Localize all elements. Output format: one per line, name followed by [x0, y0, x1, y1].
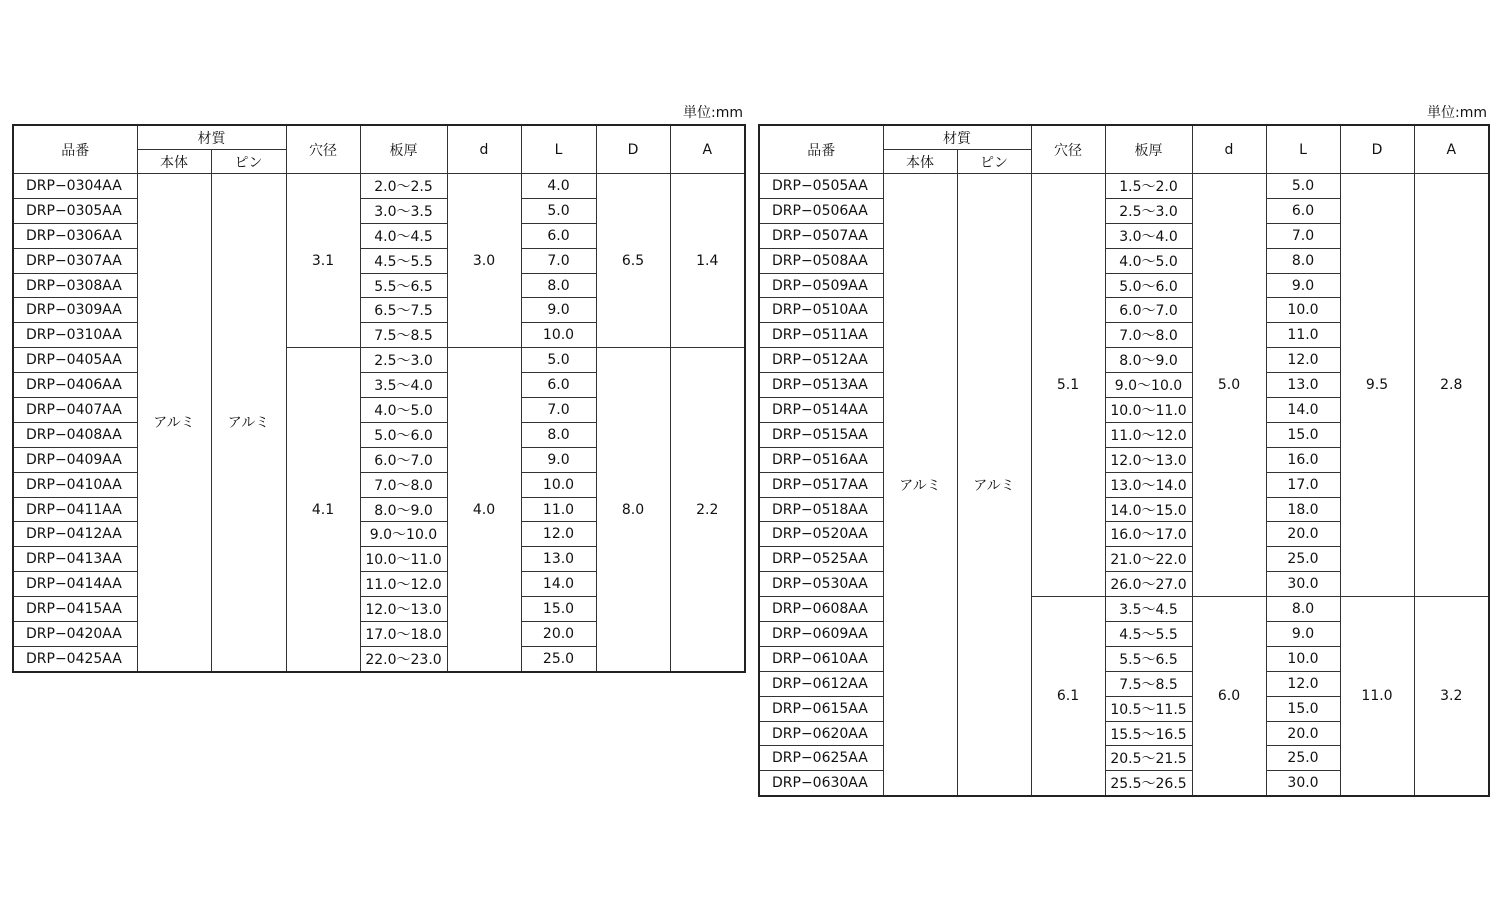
plate-thickness-cell: 3.0〜3.5 — [360, 198, 447, 223]
plate-thickness-cell: 25.5〜26.5 — [1105, 771, 1192, 796]
part-number-cell: DRP−0309AA — [13, 298, 137, 323]
l-cell: 15.0 — [1266, 696, 1340, 721]
l-cell: 15.0 — [521, 597, 596, 622]
header-body: 本体 — [137, 150, 211, 174]
plate-thickness-cell: 16.0〜17.0 — [1105, 522, 1192, 547]
plate-thickness-cell: 12.0〜13.0 — [1105, 447, 1192, 472]
l-cell: 14.0 — [1266, 398, 1340, 423]
spec-table-right-block — [758, 103, 1488, 797]
l-cell: 5.0 — [521, 348, 596, 373]
part-number-cell: DRP−0517AA — [759, 472, 883, 497]
d-cell: 6.0 — [1192, 597, 1266, 797]
hole-diameter-cell: 3.1 — [286, 174, 360, 348]
part-number-cell: DRP−0412AA — [13, 522, 137, 547]
part-number-cell: DRP−0508AA — [759, 248, 883, 273]
plate-thickness-cell: 7.0〜8.0 — [360, 472, 447, 497]
pin-material-cell: アルミ — [211, 174, 286, 672]
part-number-cell: DRP−0510AA — [759, 298, 883, 323]
plate-thickness-cell: 6.5〜7.5 — [360, 298, 447, 323]
part-number-cell: DRP−0609AA — [759, 622, 883, 647]
plate-thickness-cell: 2.0〜2.5 — [360, 174, 447, 199]
part-number-cell: DRP−0407AA — [13, 398, 137, 423]
l-cell: 11.0 — [1266, 323, 1340, 348]
l-cell: 7.0 — [521, 398, 596, 423]
part-number-cell: DRP−0620AA — [759, 721, 883, 746]
l-cell: 30.0 — [1266, 771, 1340, 796]
plate-thickness-cell: 3.0〜4.0 — [1105, 223, 1192, 248]
part-number-cell: DRP−0410AA — [13, 472, 137, 497]
a-cell: 2.8 — [1414, 174, 1489, 597]
l-cell: 6.0 — [521, 223, 596, 248]
plate-thickness-cell: 2.5〜3.0 — [1105, 198, 1192, 223]
l-cell: 14.0 — [521, 572, 596, 597]
hole-diameter-cell: 6.1 — [1031, 597, 1105, 797]
l-cell: 10.0 — [1266, 298, 1340, 323]
part-number-cell: DRP−0415AA — [13, 597, 137, 622]
plate-thickness-cell: 26.0〜27.0 — [1105, 572, 1192, 597]
part-number-cell: DRP−0308AA — [13, 273, 137, 298]
part-number-cell: DRP−0408AA — [13, 422, 137, 447]
l-cell: 13.0 — [1266, 373, 1340, 398]
part-number-cell: DRP−0506AA — [759, 198, 883, 223]
header-body: 本体 — [883, 150, 957, 174]
plate-thickness-cell: 5.0〜6.0 — [1105, 273, 1192, 298]
plate-thickness-cell: 8.0〜9.0 — [360, 497, 447, 522]
part-number-cell: DRP−0514AA — [759, 398, 883, 423]
header-hole-diameter: 穴径 — [1031, 125, 1105, 174]
l-cell: 11.0 — [521, 497, 596, 522]
spec-table-right — [758, 124, 1490, 797]
l-cell: 6.0 — [1266, 198, 1340, 223]
D-cell: 11.0 — [1340, 597, 1414, 797]
body-material-cell: アルミ — [137, 174, 211, 672]
part-number-cell: DRP−0615AA — [759, 696, 883, 721]
l-cell: 5.0 — [521, 198, 596, 223]
header-a: A — [1414, 125, 1489, 174]
header-d: d — [1192, 125, 1266, 174]
plate-thickness-cell: 13.0〜14.0 — [1105, 472, 1192, 497]
d-cell: 3.0 — [447, 174, 521, 348]
header-d: d — [447, 125, 521, 174]
l-cell: 12.0 — [1266, 348, 1340, 373]
plate-thickness-cell: 8.0〜9.0 — [1105, 348, 1192, 373]
l-cell: 16.0 — [1266, 447, 1340, 472]
header-part-no: 品番 — [13, 125, 137, 174]
header-hole-diameter: 穴径 — [286, 125, 360, 174]
plate-thickness-cell: 4.5〜5.5 — [1105, 622, 1192, 647]
header-l: L — [521, 125, 596, 174]
l-cell: 7.0 — [1266, 223, 1340, 248]
l-cell: 17.0 — [1266, 472, 1340, 497]
spec-table-left-block — [12, 103, 744, 673]
part-number-cell: DRP−0513AA — [759, 373, 883, 398]
l-cell: 7.0 — [521, 248, 596, 273]
plate-thickness-cell: 10.0〜11.0 — [1105, 398, 1192, 423]
a-cell: 2.2 — [670, 348, 745, 672]
part-number-cell: DRP−0305AA — [13, 198, 137, 223]
l-cell: 9.0 — [521, 447, 596, 472]
table-row — [13, 174, 745, 199]
part-number-cell: DRP−0610AA — [759, 646, 883, 671]
l-cell: 8.0 — [521, 273, 596, 298]
D-cell: 9.5 — [1340, 174, 1414, 597]
part-number-cell: DRP−0413AA — [13, 547, 137, 572]
l-cell: 5.0 — [1266, 174, 1340, 199]
l-cell: 18.0 — [1266, 497, 1340, 522]
d-cell: 4.0 — [447, 348, 521, 672]
hole-diameter-cell: 4.1 — [286, 348, 360, 672]
plate-thickness-cell: 22.0〜23.0 — [360, 646, 447, 671]
header-l: L — [1266, 125, 1340, 174]
header-material: 材質 — [883, 125, 1031, 150]
plate-thickness-cell: 5.0〜6.0 — [360, 422, 447, 447]
l-cell: 8.0 — [521, 422, 596, 447]
plate-thickness-cell: 12.0〜13.0 — [360, 597, 447, 622]
header-D: D — [1340, 125, 1414, 174]
spec-table-body — [13, 174, 745, 672]
part-number-cell: DRP−0411AA — [13, 497, 137, 522]
a-cell: 1.4 — [670, 174, 745, 348]
part-number-cell: DRP−0420AA — [13, 622, 137, 647]
plate-thickness-cell: 2.5〜3.0 — [360, 348, 447, 373]
l-cell: 12.0 — [1266, 671, 1340, 696]
a-cell: 3.2 — [1414, 597, 1489, 797]
unit-label: 単位:mm — [683, 105, 743, 121]
l-cell: 20.0 — [521, 622, 596, 647]
part-number-cell: DRP−0516AA — [759, 447, 883, 472]
header-plate-thickness: 板厚 — [360, 125, 447, 174]
header-material: 材質 — [137, 125, 286, 150]
l-cell: 30.0 — [1266, 572, 1340, 597]
part-number-cell: DRP−0525AA — [759, 547, 883, 572]
plate-thickness-cell: 3.5〜4.0 — [360, 373, 447, 398]
plate-thickness-cell: 9.0〜10.0 — [360, 522, 447, 547]
part-number-cell: DRP−0625AA — [759, 746, 883, 771]
plate-thickness-cell: 4.5〜5.5 — [360, 248, 447, 273]
D-cell: 6.5 — [596, 174, 670, 348]
plate-thickness-cell: 4.0〜5.0 — [1105, 248, 1192, 273]
part-number-cell: DRP−0307AA — [13, 248, 137, 273]
table-row — [13, 348, 745, 373]
l-cell: 9.0 — [521, 298, 596, 323]
l-cell: 25.0 — [521, 646, 596, 671]
plate-thickness-cell: 17.0〜18.0 — [360, 622, 447, 647]
spec-table-left — [12, 124, 746, 673]
plate-thickness-cell: 3.5〜4.5 — [1105, 597, 1192, 622]
plate-thickness-cell: 15.5〜16.5 — [1105, 721, 1192, 746]
plate-thickness-cell: 7.0〜8.0 — [1105, 323, 1192, 348]
l-cell: 10.0 — [1266, 646, 1340, 671]
l-cell: 10.0 — [521, 323, 596, 348]
part-number-cell: DRP−0509AA — [759, 273, 883, 298]
part-number-cell: DRP−0518AA — [759, 497, 883, 522]
plate-thickness-cell: 4.0〜5.0 — [360, 398, 447, 423]
part-number-cell: DRP−0630AA — [759, 771, 883, 796]
plate-thickness-cell: 5.5〜6.5 — [360, 273, 447, 298]
part-number-cell: DRP−0612AA — [759, 671, 883, 696]
header-part-no: 品番 — [759, 125, 883, 174]
plate-thickness-cell: 7.5〜8.5 — [360, 323, 447, 348]
l-cell: 13.0 — [521, 547, 596, 572]
plate-thickness-cell: 20.5〜21.5 — [1105, 746, 1192, 771]
part-number-cell: DRP−0304AA — [13, 174, 137, 199]
part-number-cell: DRP−0511AA — [759, 323, 883, 348]
part-number-cell: DRP−0425AA — [13, 646, 137, 671]
plate-thickness-cell: 10.5〜11.5 — [1105, 696, 1192, 721]
part-number-cell: DRP−0310AA — [13, 323, 137, 348]
plate-thickness-cell: 11.0〜12.0 — [360, 572, 447, 597]
part-number-cell: DRP−0405AA — [13, 348, 137, 373]
part-number-cell: DRP−0414AA — [13, 572, 137, 597]
l-cell: 12.0 — [521, 522, 596, 547]
header-pin: ピン — [957, 150, 1031, 174]
plate-thickness-cell: 10.0〜11.0 — [360, 547, 447, 572]
part-number-cell: DRP−0515AA — [759, 422, 883, 447]
l-cell: 8.0 — [1266, 597, 1340, 622]
l-cell: 10.0 — [521, 472, 596, 497]
l-cell: 20.0 — [1266, 721, 1340, 746]
spec-table-body — [759, 174, 1489, 797]
part-number-cell: DRP−0306AA — [13, 223, 137, 248]
l-cell: 15.0 — [1266, 422, 1340, 447]
part-number-cell: DRP−0608AA — [759, 597, 883, 622]
l-cell: 4.0 — [521, 174, 596, 199]
header-D: D — [596, 125, 670, 174]
l-cell: 9.0 — [1266, 273, 1340, 298]
D-cell: 8.0 — [596, 348, 670, 672]
header-a: A — [670, 125, 745, 174]
l-cell: 25.0 — [1266, 746, 1340, 771]
l-cell: 9.0 — [1266, 622, 1340, 647]
l-cell: 25.0 — [1266, 547, 1340, 572]
plate-thickness-cell: 6.0〜7.0 — [360, 447, 447, 472]
plate-thickness-cell: 14.0〜15.0 — [1105, 497, 1192, 522]
plate-thickness-cell: 6.0〜7.0 — [1105, 298, 1192, 323]
part-number-cell: DRP−0406AA — [13, 373, 137, 398]
l-cell: 20.0 — [1266, 522, 1340, 547]
header-plate-thickness: 板厚 — [1105, 125, 1192, 174]
hole-diameter-cell: 5.1 — [1031, 174, 1105, 597]
plate-thickness-cell: 7.5〜8.5 — [1105, 671, 1192, 696]
d-cell: 5.0 — [1192, 174, 1266, 597]
pin-material-cell: アルミ — [957, 174, 1031, 797]
part-number-cell: DRP−0530AA — [759, 572, 883, 597]
table-row — [759, 597, 1489, 622]
l-cell: 6.0 — [521, 373, 596, 398]
plate-thickness-cell: 11.0〜12.0 — [1105, 422, 1192, 447]
l-cell: 8.0 — [1266, 248, 1340, 273]
plate-thickness-cell: 5.5〜6.5 — [1105, 646, 1192, 671]
part-number-cell: DRP−0507AA — [759, 223, 883, 248]
plate-thickness-cell: 1.5〜2.0 — [1105, 174, 1192, 199]
unit-label: 単位:mm — [1427, 105, 1487, 121]
part-number-cell: DRP−0505AA — [759, 174, 883, 199]
table-row — [759, 174, 1489, 199]
body-material-cell: アルミ — [883, 174, 957, 797]
header-pin: ピン — [211, 150, 286, 174]
part-number-cell: DRP−0409AA — [13, 447, 137, 472]
plate-thickness-cell: 9.0〜10.0 — [1105, 373, 1192, 398]
plate-thickness-cell: 4.0〜4.5 — [360, 223, 447, 248]
part-number-cell: DRP−0520AA — [759, 522, 883, 547]
plate-thickness-cell: 21.0〜22.0 — [1105, 547, 1192, 572]
part-number-cell: DRP−0512AA — [759, 348, 883, 373]
